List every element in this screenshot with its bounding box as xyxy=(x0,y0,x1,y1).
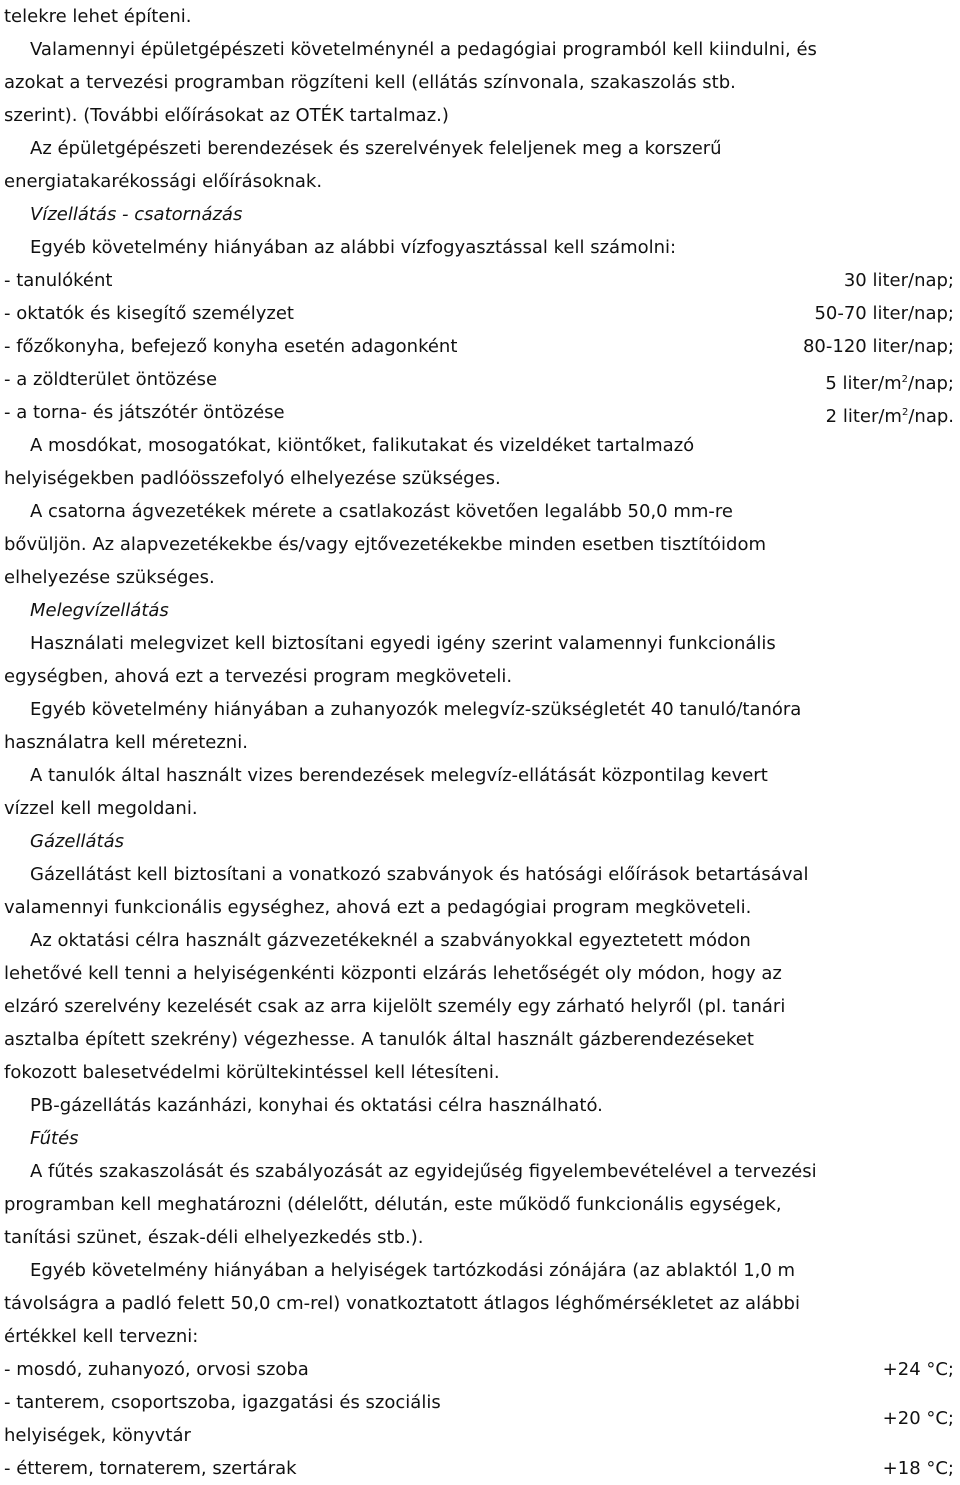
row-label: - oktatók és kisegítő személyzet xyxy=(4,303,294,324)
row-label: - a torna- és játszótér öntözése xyxy=(4,402,285,423)
text-line: Gázellátást kell biztosítani a vonatkozó szabványok és hatósági előírások betartásával xyxy=(30,864,809,885)
row-label: - tanulóként xyxy=(4,270,113,291)
row-label: helyiségek, könyvtár xyxy=(4,1425,191,1446)
value-text: 50-70 liter/nap; xyxy=(814,303,954,324)
text-line: valamennyi funkcionális egységhez, ahová ezt a pedagógiai program megköveteli. xyxy=(4,897,752,918)
value-superscript: 2 xyxy=(901,374,908,385)
text-line: energiatakarékossági előírásoknak. xyxy=(4,171,323,192)
text-line: szerint). (További előírásokat az OTÉK tartalmaz.) xyxy=(4,105,449,126)
value-text: 30 liter/nap; xyxy=(843,270,954,291)
text-line: értékkel kell tervezni: xyxy=(4,1326,199,1347)
row-value: +18 °C; xyxy=(882,1458,954,1479)
text-line: elzáró szerelvény kezelését csak az arra kijelölt személy egy zárható helyről (pl. tanári xyxy=(4,996,786,1017)
text-line: PB-gázellátás kazánházi, konyhai és oktatási célra használható. xyxy=(30,1095,603,1116)
row-value xyxy=(814,297,954,330)
row-label: - tanterem, csoportszoba, igazgatási és szociális xyxy=(4,1392,441,1413)
value-text: 80-120 liter/nap; xyxy=(802,336,954,357)
text-line: Valamennyi épületgépészeti követelménynél a pedagógiai programból kell kiindulni, és xyxy=(30,39,817,60)
row-value: +24 °C; xyxy=(882,1359,954,1380)
text-line: Az épületgépészeti berendezések és szerelvények feleljenek meg a korszerű xyxy=(30,138,722,159)
text-line: A mosdókat, mosogatókat, kiöntőket, falikutakat és vizeldéket tartalmazó xyxy=(30,435,695,456)
water-consumption-row xyxy=(4,264,954,297)
text-line: tanítási szünet, észak-déli elhelyezkedés stb.). xyxy=(4,1227,424,1248)
text-line: Egyéb követelmény hiányában a helyiségek tartózkodási zónájára (az ablaktól 1,0 m xyxy=(30,1260,796,1281)
row-label: - étterem, tornaterem, szertárak xyxy=(4,1458,297,1479)
temperature-row xyxy=(4,1386,954,1429)
text-line: Használati melegvizet kell biztosítani egyedi igény szerint valamennyi funkcionális xyxy=(30,633,776,654)
text-line: A fűtés szakaszolását és szabályozását az egyidejűség figyelembevételével a tervezési xyxy=(30,1161,817,1182)
text-line: asztalba épített szekrény) végezhesse. A tanulók által használt gázberendezéseket xyxy=(4,1029,754,1050)
value-superscript: 2 xyxy=(901,407,909,418)
text-line: programban kell meghatározni (délelőtt, délután, este működő funkcionális egységek, xyxy=(4,1194,782,1215)
text-line: A csatorna ágvezetékek mérete a csatlakozást követően legalább 50,0 mm-re xyxy=(30,501,733,522)
grouped-row-value: +20 °C; xyxy=(882,1408,954,1429)
row-value xyxy=(844,264,954,297)
row-label: - a zöldterület öntözése xyxy=(4,369,218,390)
section-heading: Melegvízellátás xyxy=(30,600,169,621)
text-line: helyiségekben padlóösszefolyó elhelyezése szükséges. xyxy=(4,468,501,489)
temperature-row xyxy=(4,1353,954,1386)
value-text: 2 liter/m xyxy=(825,406,902,427)
row-label: - mosdó, zuhanyozó, orvosi szoba xyxy=(4,1359,309,1380)
text-line: egységben, ahová ezt a tervezési program megköveteli. xyxy=(4,666,513,687)
water-consumption-row xyxy=(4,330,954,363)
text-line: Egyéb követelmény hiányában az alábbi vízfogyasztással kell számolni: xyxy=(30,237,677,258)
text-line: lehetővé kell tenni a helyiségenkénti központi elzárás lehetőségét oly módon, hogy az xyxy=(4,963,782,984)
text-line: használatra kell méretezni. xyxy=(4,732,248,753)
row-value xyxy=(826,396,954,429)
water-consumption-row xyxy=(4,297,954,330)
section-heading: Vízellátás - csatornázás xyxy=(30,204,243,225)
text-line: vízzel kell megoldani. xyxy=(4,798,198,819)
text-line: telekre lehet építeni. xyxy=(4,6,192,27)
section-heading: Fűtés xyxy=(30,1128,79,1149)
text-line: elhelyezése szükséges. xyxy=(4,567,215,588)
temperature-row xyxy=(4,1419,954,1452)
row-label: - főzőkonyha, befejező konyha esetén adagonként xyxy=(4,336,458,357)
row-value xyxy=(825,363,954,396)
text-line: távolságra a padló felett 50,0 cm-rel) vonatkoztatott átlagos léghőmérsékletet az alábbi xyxy=(4,1293,800,1314)
text-line: Az oktatási célra használt gázvezetékeknél a szabványokkal egyeztetett módon xyxy=(30,930,751,951)
text-line: Egyéb követelmény hiányában a zuhanyozók melegvíz-szükségletét 40 tanuló/tanóra xyxy=(30,699,802,720)
temperature-row xyxy=(4,1452,954,1485)
section-heading: Gázellátás xyxy=(30,831,124,852)
text-line: A tanulók által használt vizes berendezések melegvíz-ellátását központilag kevert xyxy=(30,765,768,786)
value-suffix: /nap. xyxy=(908,406,954,427)
water-consumption-row xyxy=(4,396,954,429)
text-line: fokozott balesetvédelmi körültekintéssel kell létesíteni. xyxy=(4,1062,500,1083)
water-consumption-row xyxy=(4,363,954,396)
value-text: 5 liter/m xyxy=(825,373,902,394)
row-value xyxy=(803,330,954,363)
value-suffix: /nap; xyxy=(908,373,954,394)
text-line: azokat a tervezési programban rögzíteni kell (ellátás színvonala, szakaszolás stb. xyxy=(4,72,736,93)
text-line: bővüljön. Az alapvezetékekbe és/vagy ejtővezetékekbe minden esetben tisztítóidom xyxy=(4,534,767,555)
